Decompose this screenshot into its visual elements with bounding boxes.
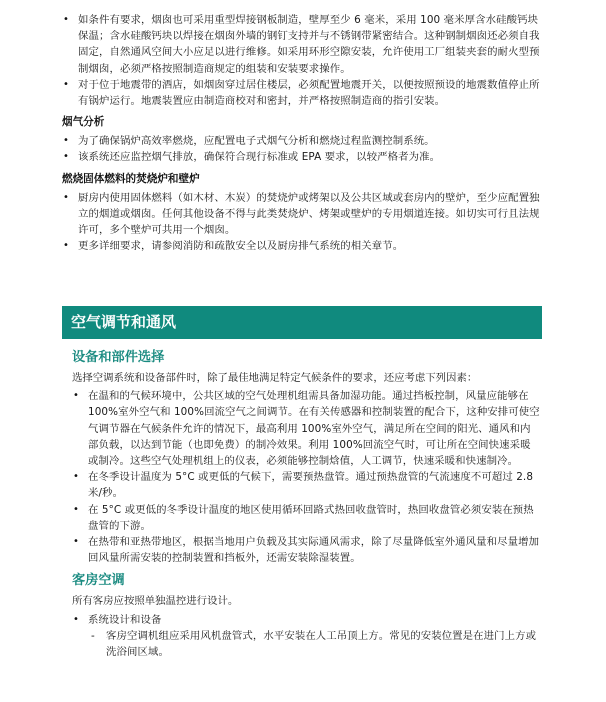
list-item: • 厨房内使用固体燃料（如木材、木炭）的焚烧炉或烤架以及公共区域或套房内的壁炉，至少应配置独立的烟道或烟囱。任何其他设备不得与此类焚烧炉、烤架或壁炉的专用烟道连接。如切实可行且法规许可，多个壁炉可共用一个烟囱。 — [62, 190, 540, 239]
list-item: • 为了确保锅炉高效率燃烧，应配置电子式烟气分析和燃烧过程监测控制系统。 — [62, 133, 540, 149]
list-item: • 该系统还应监控烟气排放，确保符合现行标准或 EPA 要求，以较严格者为准。 — [62, 149, 540, 165]
guestroom-heading: 客房空调 — [72, 573, 125, 589]
list-item: • 在 5°C 或更低的冬季设计温度的地区使用循环回路式热回收盘管时，热回收盘管必须安装在预热盘管的下游。 — [72, 502, 540, 534]
list-item: • 在温和的气候环境中，公共区域的空气处理机组需具备加湿功能。通过挡板控制，风量应能够在 100%室外空气和 100%回流空气之间调节。在有关传感器和控制装置的配合下，这种安排可使空气调节器在气候条件允许的情况下，最高利用 100%室外空气，满足所在空间的阳光、通风和内部负载，以达到节能（也即免费）的制冷效果。利用 100%回流空气时，可让所在空间快速采暖或制冷。这些空气处理机组上的仪表，必须能够控制焓值，人工调节，快速采暖和快速制冷。 — [72, 388, 540, 469]
chimney-section — [62, 12, 540, 254]
list-item: • 如条件有要求，烟囱也可采用重型焊接钢板制造，壁厚至少 6 毫米，采用 100 毫米厚含水硅酸钙块保温；含水硅酸钙块以焊接在烟囱外墙的钢钉支持并与不锈钢带紧密结合。这种钢制烟囱还必须自我固定，自然通风空间大小应足以进行维修。如采用环形空隙安装，允许使用工厂组装夹套的耐火型预制烟囱，必须严格按照制造商规定的组装和安装要求操作。 — [62, 12, 540, 77]
solid-fuel-heading: 燃烧固体燃料的焚烧炉和壁炉 — [62, 172, 200, 185]
list-item: • 在热带和亚热带地区，根据当地用户负载及其实际通风需求，除了尽量降低室外通风量和尽量增加回风量所需安装的控制装置和挡板外，还需安装除湿装置。 — [72, 534, 540, 566]
list-item: • 对于位于地震带的酒店，如烟囱穿过居住楼层，必须配置地震开关，以便按照预设的地震数值停止所有锅炉运行。地震装置应由制造商校对和密封，并严格按照制造商的指引安装。 — [62, 77, 540, 109]
guestroom-intro: 所有客房应按照单独温控进行设计。 — [72, 595, 239, 608]
flue-analysis-heading: 烟气分析 — [62, 116, 105, 129]
sub-list — [88, 628, 540, 660]
list-item: • 更多详细要求，请参阅消防和疏散安全以及厨房排气系统的相关章节。 — [62, 238, 540, 254]
list-item: • 在冬季设计温度为 5°C 或更低的气候下，需要预热盘管。通过预热盘管的气流速度不可超过 2.8 米/秒。 — [72, 469, 540, 501]
flue-analysis-list — [62, 133, 540, 165]
chimney-list — [62, 12, 540, 109]
equipment-heading: 设备和部件选择 — [72, 350, 165, 365]
section-banner: 空气调节和通风 — [62, 306, 542, 339]
list-item-label: 系统设计和设备 — [88, 613, 162, 626]
solid-fuel-list — [62, 190, 540, 255]
hvac-section — [72, 349, 540, 660]
equipment-intro: 选择空调系统和设备部件时，除了最佳地满足特定气候条件的要求，还应考虑下列因素： — [72, 372, 478, 384]
guestroom-list — [72, 612, 540, 661]
list-item — [72, 612, 540, 661]
equipment-list — [72, 388, 540, 566]
sub-list-item: - 客房空调机组应采用风机盘管式，水平安装在人工吊顶上方。常见的安装位置是在进门上方或洗浴间区域。 — [88, 628, 540, 660]
